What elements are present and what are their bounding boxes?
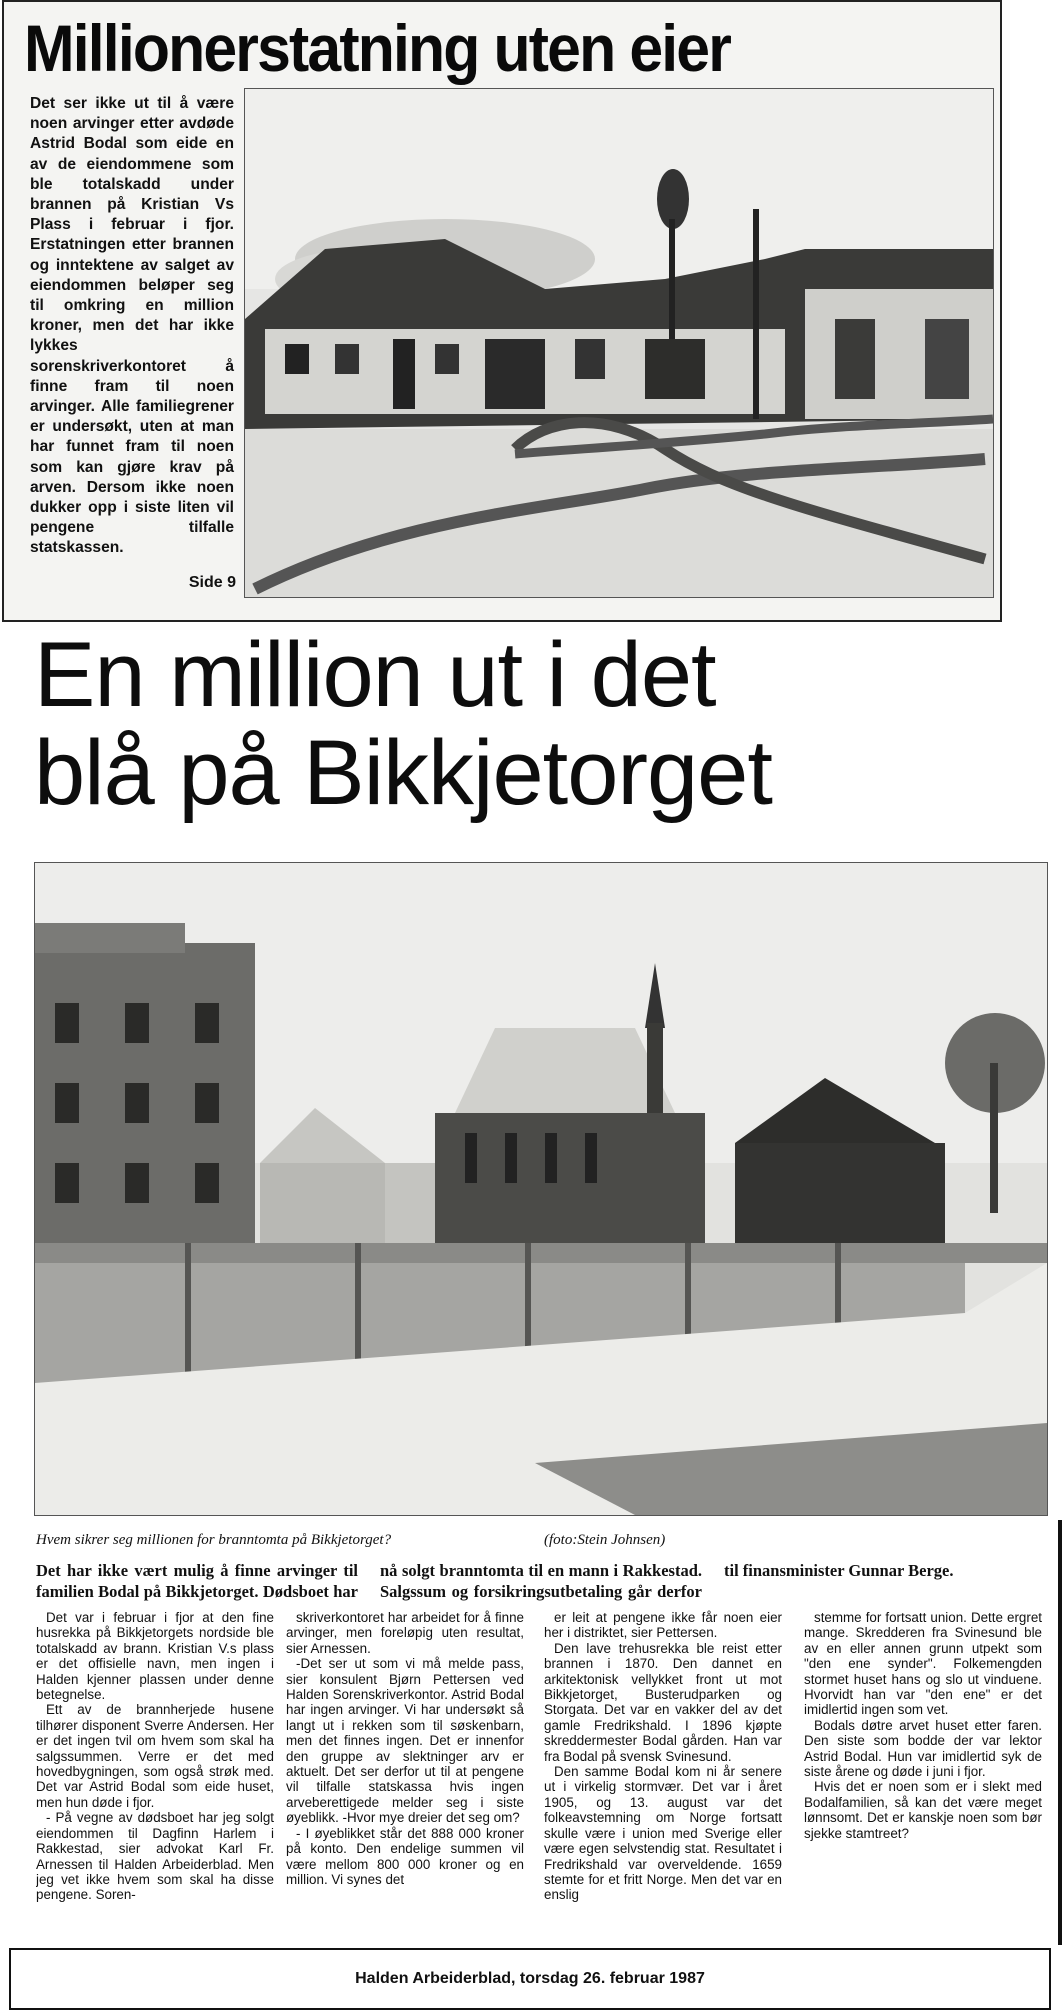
paragraph: -Det ser ut som vi må melde pass, sier konsulent Bjørn Pettersen ved Halden Sorenskriverkontor. Astrid Bodal har ingen arvinger. Vi har undersøkt så langt ut i rekken som til søskenbarn, men det finnes ingen. Det er innenfor den gruppe av slektninger arv er aktuelt. Det ser derfor ut til at pengene vil tilfalle statskassa hvis ingen arveberettigede melder seg i siste øyeblikk. -Hvor mye dreier det seg om? [286, 1656, 524, 1826]
paragraph: - I øyeblikket står det 888 000 kroner på konto. Den endelige summen vil være mellom 800 000 kroner og en million. Vi synes det [286, 1825, 524, 1887]
top-intro-text: Det ser ikke ut til å være noen arvinger etter avdøde Astrid Bodal som eide en av de eiendommene som ble totalskadd under brannen på Kristian Vs Plass i februar i fjor. Erstatningen etter brannen og inntektene av salget av eiendommen beløper seg til omkring en million kroner, men det har ikke lykkes sorenskriverkontoret å finne fram til noen arvinger. Alle familiegrener er undersøkt, uten at man har funnet fram til noen som kan gjøre krav på arven. Dersom ikke noen dukker opp i siste liten vil pengene tilfalle statskassen. [30, 95, 234, 557]
fenced-lot-photo [34, 862, 1048, 1516]
top-headline: Millionerstatning uten eier [24, 11, 731, 85]
paragraph: Den lave trehusrekka ble reist etter brannen i 1870. Den dannet en arkitektonisk vellykket front ut mot Bikkjetorget, Busterudparken og Storgata. Det var en vakker del av det gamle Fredrikshald. I 1896 kjøpte skreddermester Bodal gården. Han var fra Bodal på svensk Svinesund. [544, 1640, 782, 1764]
photo-credit: (foto:Stein Johnsen) [544, 1532, 666, 1548]
page-reference: Side 9 [188, 574, 236, 591]
source-citation: Halden Arbeiderblad, torsdag 26. februar 1987 [355, 1970, 705, 1987]
paragraph: Hvis det er noen som er i slekt med Bodalfamilien, så kan det være meget lønnsomt. Det er kanskje noen som bør sjekke stamtreet? [804, 1779, 1042, 1841]
main-headline-line2: blå på Bikkjetorget [34, 722, 772, 824]
column-rule [1058, 1520, 1062, 1945]
paragraph: Det var i februar i fjor at den fine husrekka på Bikkjetorgets nordside ble totalskadd av brann. Kristian V.s plass er det offisielle navn, men ingen i Halden kjenner plassen under denne betegnelse. [36, 1610, 274, 1703]
paragraph: Ett av de brannherjede husene tilhører disponent Sverre Andersen. Her er det ingen tvil om hvem som skal ha salgssummen. Verre er det med hovedbygningen, som også strøk med. Det var Astrid Bodal som eide huset, men hun døde i fjor. [36, 1702, 274, 1810]
article-deck: Det har ikke vært mulig å finne arvinger til familien Bodal på Bikkjetorget. Dødsboet har nå solgt branntomta til en mann i Rakkestad. Salgssum og forsikringsutbetaling går derfor til finansminister Gunnar Berge. [36, 1561, 954, 1601]
source-footer [9, 1948, 1051, 2010]
paragraph: er leit at pengene ikke får noen eier her i distriktet, sier Pettersen. [544, 1610, 782, 1641]
photo-caption: Hvem sikrer seg millionen for branntomta på Bikkjetorget? [36, 1532, 392, 1548]
main-headline-line1: En million ut i det [34, 624, 716, 726]
text-column-1 [36, 1610, 274, 1910]
burned-building-photo [244, 88, 994, 598]
paragraph: skriverkontoret har arbeidet for å finne arvinger, men foreløpig uten resultat, sier Arnessen. [286, 1610, 524, 1656]
main-headline [34, 626, 1044, 822]
text-column-3 [544, 1610, 782, 1910]
paragraph: Den samme Bodal kom ni år senere ut i virkelig stormvær. Det var i året 1905, og 13. august var det folkeavstemning om Norge fortsatt skulle være i union med Sverige eller være egen selvstendig stat. Resultatet i Fredrikshald var overveldende. 1659 stemte for et fritt Norge. Men det var en enslig [544, 1764, 782, 1903]
text-column-4 [804, 1610, 1042, 1910]
text-column-2 [286, 1610, 524, 1910]
paragraph: - På vegne av dødsboet har jeg solgt eiendommen til Dagfinn Harlem i Rakkestad, sier advokat Karl Fr. Arnessen til Halden Arbeiderblad. Men jeg vet ikke hvem som skal ha disse pengene. Soren- [36, 1810, 274, 1903]
paragraph: stemme for fortsatt union. Dette ergret mange. Skredderen fra Svinesund ble av en eller annen grunn utpekt som "den ene synder". Folkemengden stormet huset hans og slo ut vinduene. Hvorvidt han var "den ene" er det imidlertid ingen som vet. [804, 1610, 1042, 1718]
paragraph: Bodals døtre arvet huset etter faren. Den siste som bodde der var lektor Astrid Bodal. Hun var imidlertid syk de siste årene og døde i juni i fjor. [804, 1717, 1042, 1780]
